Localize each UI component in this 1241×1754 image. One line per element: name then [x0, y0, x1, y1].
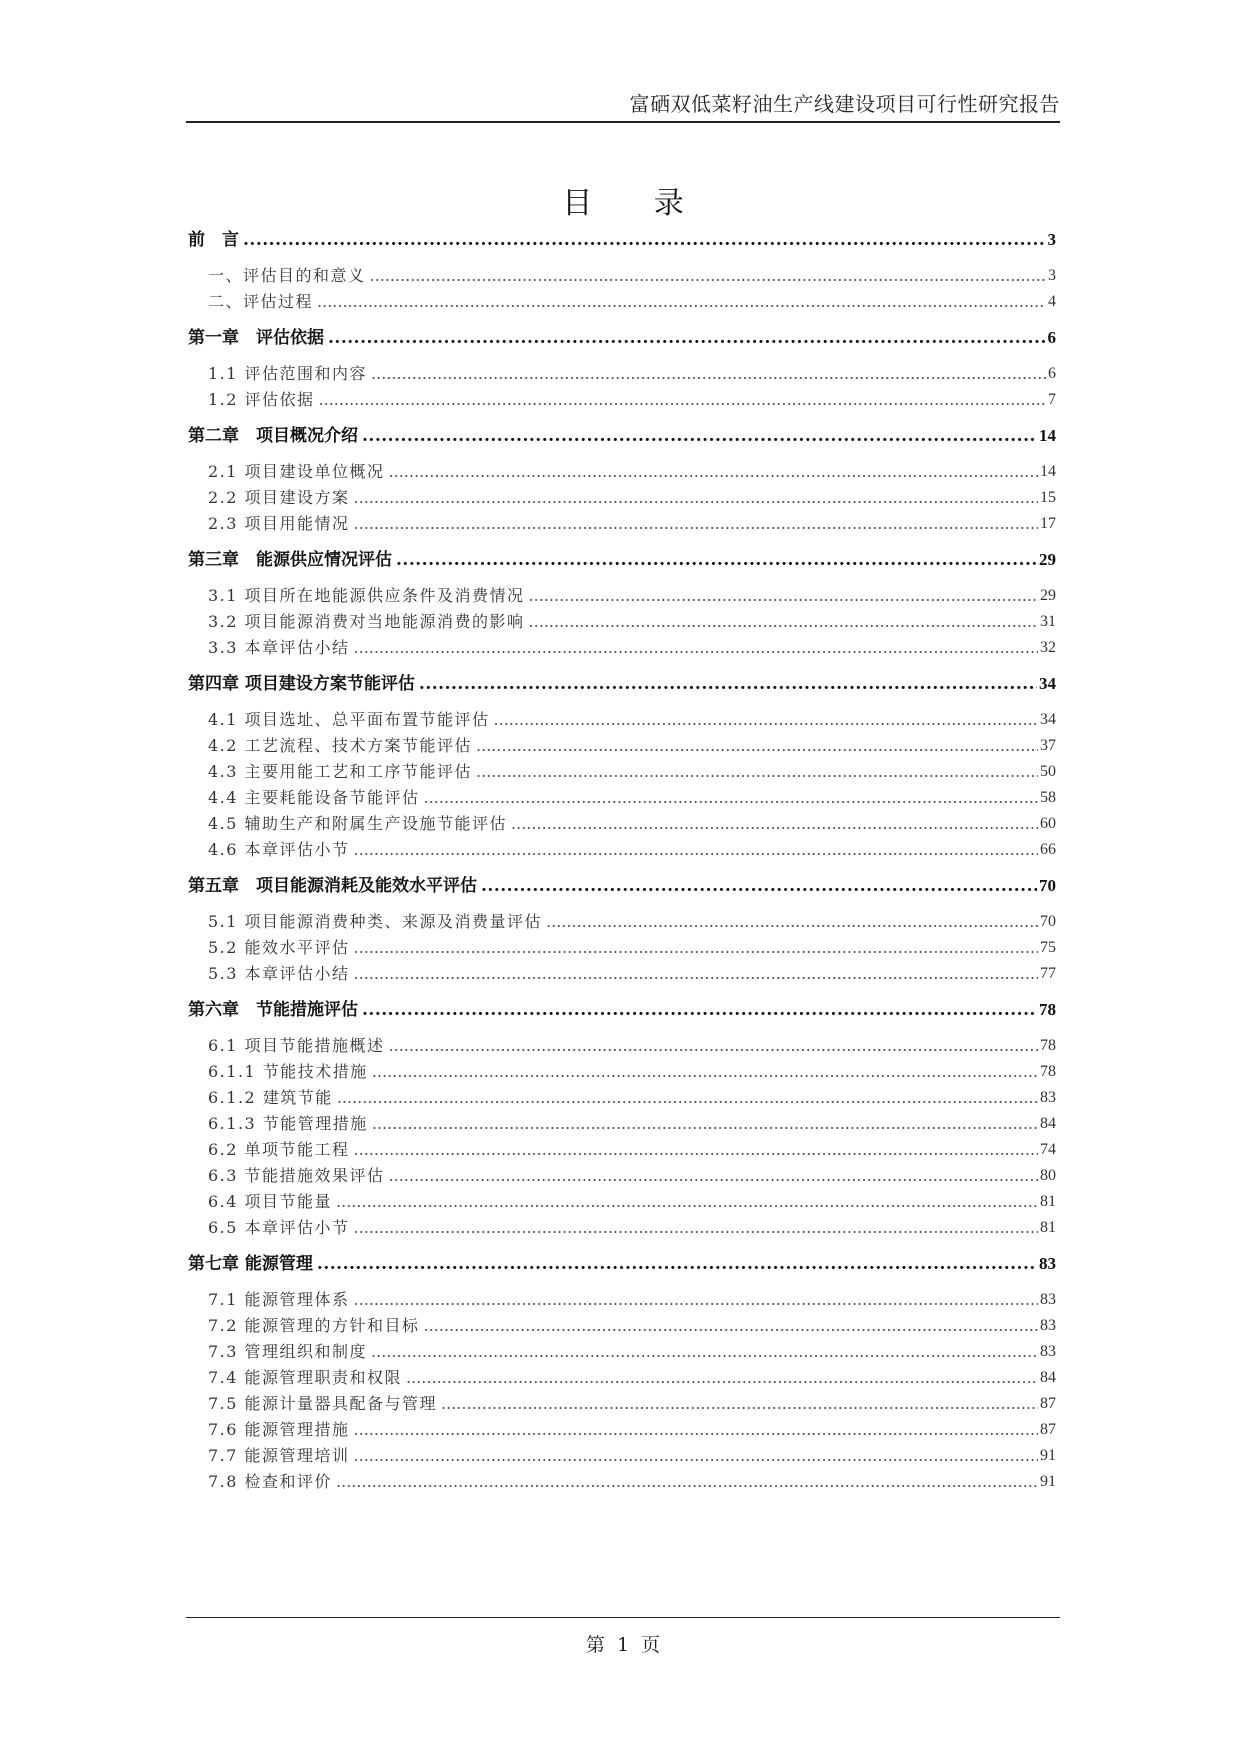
dot-leader [372, 1112, 1038, 1136]
toc-entry-label: 二、评估过程 [208, 292, 314, 311]
dot-leader [319, 388, 1046, 412]
dot-leader [354, 962, 1038, 986]
dot-leader [354, 1444, 1038, 1468]
toc-entry-label: 4.6 本章评估小节 [208, 840, 350, 859]
dot-leader [362, 998, 1037, 1022]
toc-entry-label: 第六章 节能措施评估 [188, 1000, 358, 1020]
toc-entry-label: 4.1 项目选址、总平面布置节能评估 [208, 710, 490, 729]
dot-leader [396, 548, 1037, 572]
toc-entry-page: 81 [1040, 1193, 1056, 1210]
toc-chapter-entry[interactable] [188, 1252, 1056, 1276]
toc-section-entry[interactable] [208, 1190, 1056, 1214]
toc-entry-page: 78 [1039, 1000, 1056, 1019]
dot-leader [424, 1314, 1038, 1338]
toc-section-entry[interactable] [208, 734, 1056, 758]
dot-leader [441, 1392, 1038, 1416]
toc-entry-label: 4.3 主要用能工艺和工序节能评估 [208, 762, 473, 781]
toc-entry-page: 58 [1040, 789, 1056, 806]
dot-leader [354, 636, 1038, 660]
toc-entry-page: 37 [1040, 737, 1056, 754]
dot-leader [546, 910, 1038, 934]
toc-chapter-entry[interactable] [188, 424, 1056, 448]
toc-entry-page: 50 [1040, 763, 1056, 780]
toc-entry-page: 3 [1047, 230, 1056, 249]
dot-leader [337, 1086, 1038, 1110]
dot-leader [481, 874, 1037, 898]
toc-entry-page: 29 [1039, 550, 1056, 569]
toc-chapter-entry[interactable] [188, 998, 1056, 1022]
dot-leader [354, 1138, 1038, 1162]
toc-section-entry[interactable] [208, 460, 1056, 484]
toc-entry-label: 5.2 能效水平评估 [208, 938, 350, 957]
toc-entry-page: 66 [1040, 841, 1056, 858]
toc-section-entry[interactable] [208, 1470, 1056, 1494]
toc-entry-page: 83 [1040, 1343, 1056, 1360]
toc-entry-page: 29 [1040, 587, 1056, 604]
toc-entry-page: 74 [1040, 1141, 1056, 1158]
toc-entry-page: 34 [1039, 674, 1056, 693]
toc-entry-label: 第七章 能源管理 [188, 1254, 313, 1274]
dot-leader [317, 290, 1046, 314]
toc-entry-label: 7.6 能源管理措施 [208, 1420, 350, 1439]
dot-leader [372, 1060, 1038, 1084]
toc-section-entry[interactable] [208, 1340, 1056, 1364]
toc-entry-label: 6.5 本章评估小节 [208, 1218, 350, 1237]
toc-entry-page: 75 [1040, 939, 1056, 956]
toc-section-entry[interactable] [208, 636, 1056, 660]
toc-section-entry[interactable] [208, 264, 1056, 288]
toc-entry-label: 6.1.1 节能技术措施 [208, 1062, 368, 1081]
toc-entry-page: 83 [1040, 1089, 1056, 1106]
toc-chapter-entry[interactable] [188, 548, 1056, 572]
toc-entry-page: 7 [1048, 391, 1056, 408]
toc-entry-label: 前 言 [188, 230, 239, 250]
toc-entry-page: 32 [1040, 639, 1056, 656]
toc-section-entry[interactable] [208, 708, 1056, 732]
toc-entry-label: 5.3 本章评估小结 [208, 964, 350, 983]
toc-entry-label: 6.3 节能措施效果评估 [208, 1166, 385, 1185]
dot-leader [362, 424, 1037, 448]
dot-leader [389, 460, 1038, 484]
toc-section-entry[interactable] [208, 1216, 1056, 1240]
toc-section-entry[interactable] [208, 1366, 1056, 1390]
toc-section-entry[interactable] [208, 362, 1056, 386]
toc-section-entry[interactable] [208, 1034, 1056, 1058]
toc-section-entry[interactable] [208, 1164, 1056, 1188]
toc-entry-page: 6 [1048, 365, 1056, 382]
toc-entry-label: 7.5 能源计量器具配备与管理 [208, 1394, 438, 1413]
toc-entry-label: 1.2 评估依据 [208, 390, 315, 409]
toc-entry-label: 3.1 项目所在地能源供应条件及消费情况 [208, 586, 525, 605]
toc-section-entry[interactable] [208, 1086, 1056, 1110]
toc-entry-label: 6.4 项目节能量 [208, 1192, 333, 1211]
toc-entry-label: 7.8 检查和评价 [208, 1472, 333, 1491]
toc-entry-label: 7.2 能源管理的方针和目标 [208, 1316, 420, 1335]
toc-section-entry[interactable] [208, 812, 1056, 836]
toc-entry-label: 3.2 项目能源消费对当地能源消费的影响 [208, 612, 525, 631]
toc-section-entry[interactable] [208, 1288, 1056, 1312]
toc-chapter-entry[interactable] [188, 672, 1056, 696]
toc-entry-label: 4.4 主要耗能设备节能评估 [208, 788, 420, 807]
toc-section-entry[interactable] [208, 290, 1056, 314]
dot-leader [336, 1190, 1038, 1214]
dot-leader [419, 672, 1037, 696]
toc-entry-page: 91 [1040, 1447, 1056, 1464]
dot-leader [328, 326, 1046, 350]
toc-entry-page: 14 [1040, 463, 1056, 480]
dot-leader [371, 362, 1046, 386]
toc-section-entry[interactable] [208, 838, 1056, 862]
toc-section-entry[interactable] [208, 1444, 1056, 1468]
toc-entry-page: 78 [1040, 1037, 1056, 1054]
toc-entry-label: 一、评估目的和意义 [208, 266, 366, 285]
toc-entry-label: 6.1.2 建筑节能 [208, 1088, 333, 1107]
toc-entry-page: 80 [1040, 1167, 1056, 1184]
toc-entry-page: 70 [1040, 913, 1056, 930]
dot-leader [336, 1470, 1038, 1494]
dot-leader [370, 264, 1046, 288]
page-number: 第 1 页 [585, 1634, 661, 1656]
toc-entry-page: 17 [1040, 515, 1056, 532]
toc-entry-page: 70 [1039, 876, 1056, 895]
toc-title: 目 录 [562, 186, 710, 221]
toc-section-entry[interactable] [208, 1392, 1056, 1416]
toc-entry-page: 6 [1047, 328, 1056, 347]
dot-leader [476, 760, 1038, 784]
toc-entry-label: 1.1 评估范围和内容 [208, 364, 368, 383]
toc-entry-label: 7.4 能源管理职责和权限 [208, 1368, 403, 1387]
toc-section-entry[interactable] [208, 936, 1056, 960]
dot-leader [354, 512, 1038, 536]
toc-entry-label: 7.3 管理组织和制度 [208, 1342, 368, 1361]
dot-leader [511, 812, 1038, 836]
toc-entry-label: 7.1 能源管理体系 [208, 1290, 350, 1309]
dot-leader [494, 708, 1038, 732]
dot-leader [354, 1288, 1038, 1312]
dot-leader [529, 584, 1038, 608]
toc-entry-label: 第五章 项目能源消耗及能效水平评估 [188, 876, 477, 896]
dot-leader [354, 1418, 1038, 1442]
toc-entry-page: 34 [1040, 711, 1056, 728]
dot-leader [243, 228, 1046, 252]
toc-entry-page: 83 [1039, 1254, 1056, 1273]
running-header-title: 富硒双低菜籽油生产线建设项目可行性研究报告 [629, 92, 1060, 116]
toc-entry-page: 83 [1040, 1317, 1056, 1334]
toc-entry-page: 87 [1040, 1421, 1056, 1438]
toc-section-entry[interactable] [208, 584, 1056, 608]
toc-entry-label: 2.2 项目建设方案 [208, 488, 350, 507]
toc-entry-label: 6.1 项目节能措施概述 [208, 1036, 385, 1055]
toc-entry-label: 7.7 能源管理培训 [208, 1446, 350, 1465]
toc-section-entry[interactable] [208, 486, 1056, 510]
dot-leader [354, 838, 1038, 862]
toc-section-entry[interactable] [208, 1314, 1056, 1338]
toc-chapter-entry[interactable] [188, 874, 1056, 898]
toc-entry-page: 84 [1040, 1115, 1056, 1132]
dot-leader [424, 786, 1038, 810]
toc-entry-label: 第二章 项目概况介绍 [188, 426, 358, 446]
toc-entry-label: 4.5 辅助生产和附属生产设施节能评估 [208, 814, 508, 833]
toc-section-entry[interactable] [208, 610, 1056, 634]
dot-leader [354, 486, 1038, 510]
toc-entry-page: 91 [1040, 1473, 1056, 1490]
toc-section-entry[interactable] [208, 1060, 1056, 1084]
dot-leader [354, 936, 1038, 960]
toc-entry-page: 31 [1040, 613, 1056, 630]
toc-section-entry[interactable] [208, 962, 1056, 986]
dot-leader [354, 1216, 1038, 1240]
footer-rule [186, 1617, 1060, 1618]
dot-leader [529, 610, 1038, 634]
toc-section-entry[interactable] [208, 786, 1056, 810]
toc-section-entry[interactable] [208, 910, 1056, 934]
toc-entry-label: 3.3 本章评估小结 [208, 638, 350, 657]
toc-entry-page: 14 [1039, 426, 1056, 445]
dot-leader [317, 1252, 1037, 1276]
toc-section-entry[interactable] [208, 760, 1056, 784]
toc-entry-label: 6.1.3 节能管理措施 [208, 1114, 368, 1133]
toc-entry-label: 第四章 项目建设方案节能评估 [188, 674, 415, 694]
toc-section-entry[interactable] [208, 1112, 1056, 1136]
toc-entry-label: 2.1 项目建设单位概况 [208, 462, 385, 481]
toc-entry-page: 4 [1048, 293, 1056, 310]
toc-entry-page: 77 [1040, 965, 1056, 982]
toc-entry-page: 84 [1040, 1369, 1056, 1386]
toc-entry-page: 3 [1048, 267, 1056, 284]
dot-leader [389, 1034, 1038, 1058]
dot-leader [406, 1366, 1038, 1390]
toc-entry-label: 6.2 单项节能工程 [208, 1140, 350, 1159]
toc-chapter-entry[interactable] [188, 326, 1056, 350]
toc-entry-page: 78 [1040, 1063, 1056, 1080]
dot-leader [389, 1164, 1038, 1188]
toc-section-entry[interactable] [208, 388, 1056, 412]
toc-entry-label: 4.2 工艺流程、技术方案节能评估 [208, 736, 473, 755]
toc-entry-page: 81 [1040, 1219, 1056, 1236]
toc-entry-label: 第一章 评估依据 [188, 328, 324, 348]
toc-section-entry[interactable] [208, 1418, 1056, 1442]
toc-entry-page: 15 [1040, 489, 1056, 506]
toc-entry-page: 83 [1040, 1291, 1056, 1308]
dot-leader [476, 734, 1038, 758]
dot-leader [371, 1340, 1038, 1364]
toc-entry-page: 87 [1040, 1395, 1056, 1412]
toc-entry-label: 5.1 项目能源消费种类、来源及消费量评估 [208, 912, 543, 931]
toc-section-entry[interactable] [208, 512, 1056, 536]
toc-chapter-entry[interactable] [188, 228, 1056, 252]
toc-entry-page: 60 [1040, 815, 1056, 832]
toc-entry-label: 第三章 能源供应情况评估 [188, 550, 392, 570]
toc-entry-label: 2.3 项目用能情况 [208, 514, 350, 533]
toc-section-entry[interactable] [208, 1138, 1056, 1162]
header-rule [186, 121, 1060, 123]
